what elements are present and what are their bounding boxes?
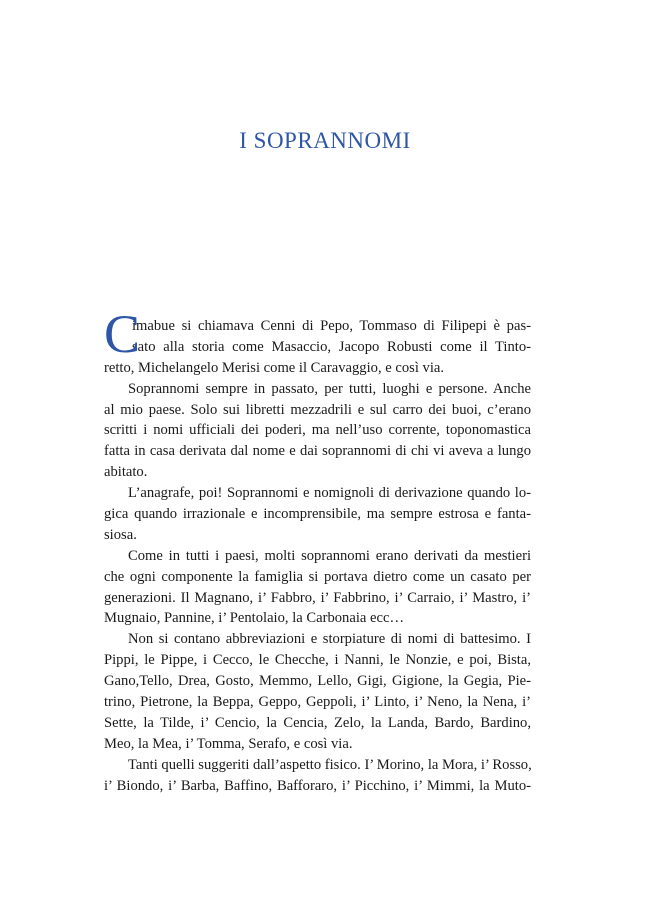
text-line: Mugnaio, Pannine, i’ Pentolaio, la Carbonaia ecc… (104, 610, 405, 627)
text-line: siosa. (104, 526, 137, 543)
text-line: generazioni. Il Magnano, i’ Fabbro, i’ Fabbrino, i’ Carraio, i’ Mastro, i’ (104, 589, 531, 606)
text-line: sato alla storia come Masaccio, Jacopo Robusti come il Tinto- (132, 338, 531, 355)
paragraph-2 (104, 379, 531, 483)
paragraph-5 (104, 629, 531, 754)
text-line: scritti i nomi ufficiali dei poderi, ma nell’uso corrente, toponomastica (104, 422, 531, 439)
text-line: L’anagrafe, poi! Soprannomi e nomignoli di derivazione quando lo- (128, 485, 531, 502)
text-line: Soprannomi sempre in passato, per tutti, luoghi e persone. Anche (128, 380, 531, 397)
text-line: gica quando irrazionale e incomprensibile, ma sempre estrosa e fanta- (104, 506, 531, 523)
text-line: retto, Michelangelo Merisi come il Caravaggio, e così via. (104, 359, 445, 376)
text-line: trino, Pietrone, la Beppa, Geppo, Geppoli, i’ Linto, i’ Neno, la Nena, i’ (104, 694, 531, 711)
text-line: Non si contano abbreviazioni e storpiature di nomi di battesimo. I (128, 631, 531, 648)
text-line: i’ Biondo, i’ Barba, Baffino, Bafforaro, i’ Picchino, i’ Mimmi, la Muto- (104, 777, 531, 794)
paragraph-4 (104, 546, 531, 630)
text-line: Pippi, le Pippe, i Cecco, le Checche, i Nanni, le Nonzie, e poi, Bista, (104, 652, 531, 669)
text-line: che ogni componente la famiglia si portava dietro come un casato per (104, 568, 531, 585)
paragraph-1 (104, 316, 531, 379)
text-line: Meo, la Mea, i’ Tomma, Serafo, e così via. (104, 735, 353, 752)
chapter-title: I SOPRANNOMI (239, 128, 411, 153)
paragraph-6 (104, 755, 531, 797)
text-line: Sette, la Tilde, i’ Cencio, la Cencia, Zelo, la Landa, Bardo, Bardino, (104, 714, 531, 731)
text-line: imabue si chiamava Cenni di Pepo, Tommaso di Filipepi è pas- (132, 318, 531, 334)
paragraph-3 (104, 483, 531, 546)
text-line: Come in tutti i paesi, molti soprannomi erano derivati da mestieri (128, 547, 531, 564)
text-line: Gano,Tello, Drea, Gosto, Memmo, Lello, Gigi, Gigione, la Gegia, Pie- (104, 673, 531, 690)
text-line: abitato. (104, 464, 148, 481)
drop-cap: C (104, 304, 141, 364)
text-line: fatta in casa derivata dal nome e dai soprannomi di chi vi aveva a lungo (104, 443, 531, 460)
text-line: Tanti quelli suggeriti dall’aspetto fisico. I’ Morino, la Mora, i’ Rosso, (128, 756, 532, 773)
text-line: al mio paese. Solo sui libretti mezzadrili e sul carro dei buoi, c’erano (104, 401, 531, 418)
chapter-body (104, 304, 532, 796)
